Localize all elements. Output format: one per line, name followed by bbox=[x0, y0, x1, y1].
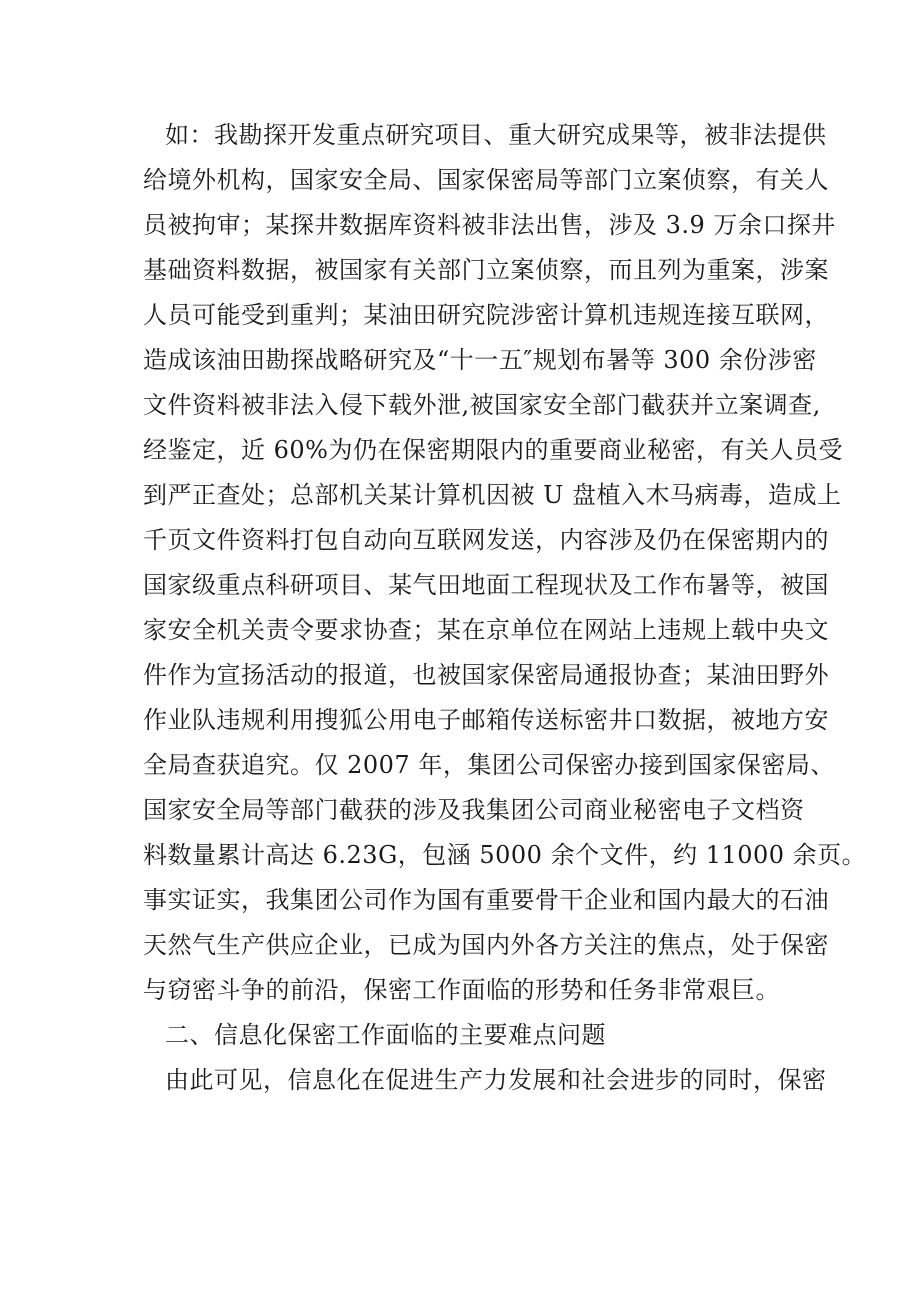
paragraph-line-3: 员被拘审；某探井数据库资料被非法出售，涉及 3.9 万余口探井 bbox=[143, 211, 836, 239]
section-heading: 二、信息化保密工作面临的主要难点问题 bbox=[165, 1021, 606, 1049]
paragraph-line-7: 文件资料被非法入侵下载外泄,被国家安全部门截获并立案调查, bbox=[143, 391, 821, 419]
paragraph-line-22: 由此可见，信息化在促进生产力发展和社会进步的同时，保密 bbox=[165, 1066, 827, 1094]
paragraph-line-1: 如：我勘探开发重点研究项目、重大研究成果等，被非法提供 bbox=[165, 121, 827, 149]
paragraph-line-15: 全局查获追究。仅 2007 年，集团公司保密办接到国家保密局、 bbox=[143, 751, 835, 779]
paragraph-line-2: 给境外机构，国家安全局、国家保密局等部门立案侦察，有关人 bbox=[143, 166, 829, 194]
paragraph-line-18: 事实证实，我集团公司作为国有重要骨干企业和国内最大的石油 bbox=[143, 886, 829, 914]
paragraph-line-4: 基础资料数据，被国家有关部门立案侦察，而且列为重案，涉案 bbox=[143, 256, 829, 284]
paragraph-line-13: 件作为宣扬活动的报道，也被国家保密局通报协查；某油田野外 bbox=[143, 661, 829, 689]
paragraph-line-20: 与窃密斗争的前沿，保密工作面临的形势和任务非常艰巨。 bbox=[143, 976, 780, 1004]
paragraph-line-6: 造成该油田勘探战略研究及“十一五″规划布暑等 300 余份涉密 bbox=[143, 346, 817, 374]
paragraph-line-11: 国家级重点科研项目、某气田地面工程现状及工作布暑等，被国 bbox=[143, 571, 829, 599]
paragraph-line-17: 料数量累计高达 6.23G，包涵 5000 余个文件，约 11000 余页。 bbox=[143, 841, 867, 869]
paragraph-line-14: 作业队违规利用搜狐公用电子邮箱传送标密井口数据，被地方安 bbox=[143, 706, 829, 734]
paragraph-line-9: 到严正查处；总部机关某计算机因被 U 盘植入木马病毒，造成上 bbox=[143, 481, 842, 509]
paragraph-line-10: 千页文件资料打包自动向互联网发送，内容涉及仍在保密期内的 bbox=[143, 526, 829, 554]
paragraph-line-12: 家安全机关责令要求协查；某在京单位在网站上违规上载中央文 bbox=[143, 616, 829, 644]
paragraph-line-5: 人员可能受到重判；某油田研究院涉密计算机违规连接互联网， bbox=[143, 301, 829, 329]
paragraph-line-8: 经鉴定，近 60%为仍在保密期限内的重要商业秘密，有关人员受 bbox=[143, 436, 843, 464]
paragraph-line-16: 国家安全局等部门截获的涉及我集团公司商业秘密电子文档资 bbox=[143, 796, 805, 824]
paragraph-line-19: 天然气生产供应企业，已成为国内外各方关注的焦点，处于保密 bbox=[143, 931, 829, 959]
